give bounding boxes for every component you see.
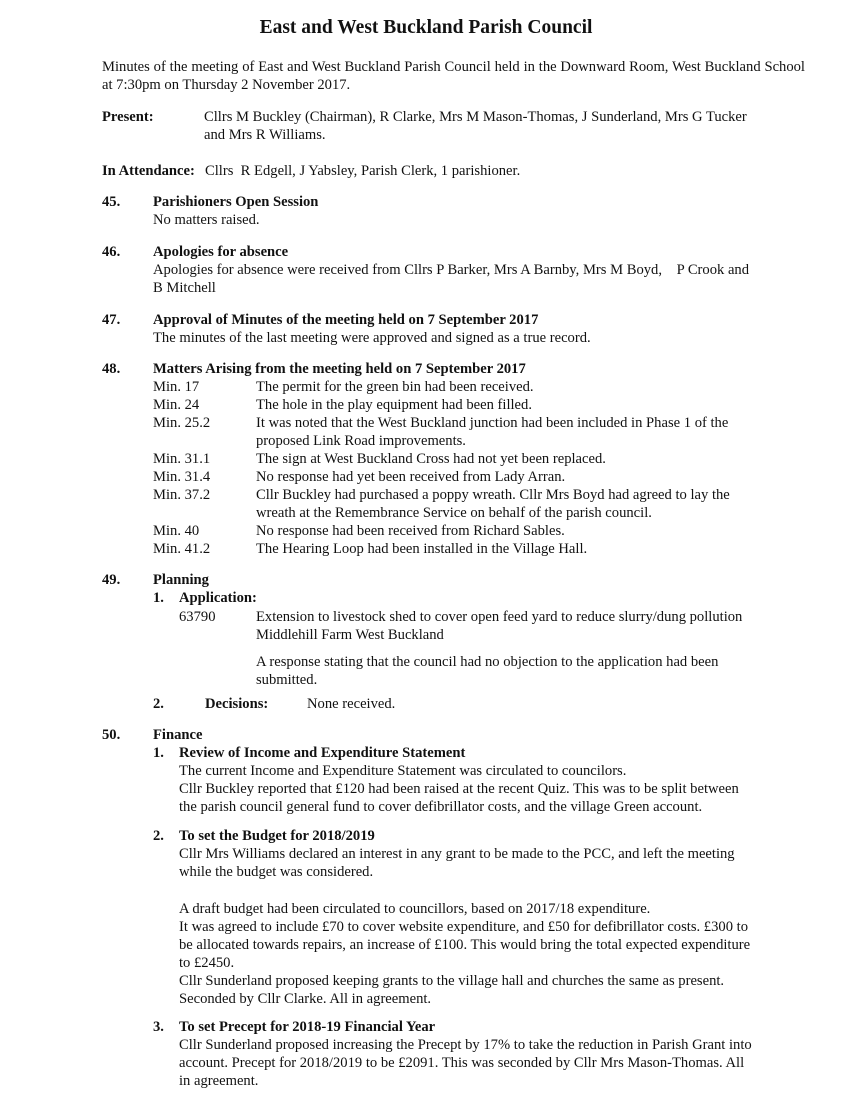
intro-paragraph: Minutes of the meeting of East and West Buckland Parish Council held in the Downward Room, West Buckland School at 7:30pm on Thursday 2 November 2017. — [102, 59, 805, 93]
present-line-2: and Mrs R Williams. — [204, 127, 326, 143]
finance-item-1-line-3: the parish council general fund to cover defibrillator costs, and the village Green account. — [179, 799, 703, 815]
finance-item-heading-3: To set Precept for 2018-19 Financial Year — [179, 1019, 436, 1035]
section-number-50: 50. — [102, 727, 121, 743]
attendance-label: In Attendance: — [102, 163, 195, 179]
minute-ref: Min. 40 — [153, 523, 200, 539]
minute-ref: Min. 41.2 — [153, 541, 211, 557]
minute-ref: Min. 31.1 — [153, 451, 211, 467]
minute-text: The permit for the green bin had been received. — [256, 379, 534, 395]
section-heading-45: Parishioners Open Session — [153, 194, 319, 210]
minute-ref: Min. 31.4 — [153, 469, 211, 485]
section-number-49: 49. — [102, 572, 121, 588]
minute-text: Cllr Buckley had purchased a poppy wreath. Cllr Mrs Boyd had agreed to lay the — [256, 487, 730, 503]
minute-text: No response had yet been received from Lady Arran. — [256, 469, 566, 485]
section-text-46-line-2: B Mitchell — [153, 280, 216, 296]
application-location: Middlehill Farm West Buckland — [256, 627, 444, 643]
minute-text: The hole in the play equipment had been filled. — [256, 397, 532, 413]
minute-ref: Min. 24 — [153, 397, 200, 413]
finance-item-heading-2: To set the Budget for 2018/2019 — [179, 828, 375, 844]
section-number-45: 45. — [102, 194, 121, 210]
finance-item-2-line-1: Cllr Mrs Williams declared an interest in any grant to be made to the PCC, and left the meeting — [179, 846, 735, 862]
present-line-1: Cllrs M Buckley (Chairman), R Clarke, Mrs M Mason-Thomas, J Sunderland, Mrs G Tucker — [204, 109, 747, 125]
finance-item-2-line-2: while the budget was considered. — [179, 864, 374, 880]
finance-item-1-line-1: The current Income and Expenditure Statement was circulated to councilors. — [179, 763, 627, 779]
section-heading-47: Approval of Minutes of the meeting held on 7 September 2017 — [153, 312, 539, 328]
document-title: East and West Buckland Parish Council — [259, 17, 593, 38]
minute-ref: Min. 25.2 — [153, 415, 211, 431]
section-text-47: The minutes of the last meeting were approved and signed as a true record. — [153, 330, 591, 346]
finance-item-3-line-1: Cllr Sunderland proposed increasing the Precept by 17% to take the reduction in Parish Grant into — [179, 1037, 752, 1053]
decisions-label: Decisions: — [205, 696, 269, 712]
section-text-45: No matters raised. — [153, 212, 260, 228]
minute-ref: Min. 37.2 — [153, 487, 211, 503]
section-text-46-line-1: Apologies for absence were received from Cllrs P Barker, Mrs A Barnby, Mrs M Boyd, P Crook and — [153, 262, 750, 278]
finance-item-1-line-2: Cllr Buckley reported that £120 had been raised at the recent Quiz. This was to be split between — [179, 781, 739, 797]
finance-item-2-line-6: to £2450. — [179, 955, 235, 971]
finance-item-2-line-7: Cllr Sunderland proposed keeping grants to the village hall and churches the same as present. — [179, 973, 725, 989]
present-label: Present: — [102, 109, 154, 125]
minute-text: The sign at West Buckland Cross had not yet been replaced. — [256, 451, 606, 467]
application-label: Application: — [179, 590, 257, 606]
section-heading-50: Finance — [153, 727, 203, 743]
finance-item-2-line-4: It was agreed to include £70 to cover website expenditure, and £50 for defibrillator costs. £300 to — [179, 919, 748, 935]
minute-text: No response had been received from Richard Sables. — [256, 523, 565, 539]
section-heading-49: Planning — [153, 572, 209, 588]
application-description: Extension to livestock shed to cover open feed yard to reduce slurry/dung pollution — [256, 609, 743, 625]
finance-item-number-3: 3. — [153, 1019, 164, 1035]
section-number-46: 46. — [102, 244, 121, 260]
minute-text: The Hearing Loop had been installed in the Village Hall. — [256, 541, 588, 557]
application-number: 1. — [153, 590, 164, 606]
minute-ref: Min. 17 — [153, 379, 200, 395]
finance-item-3-line-3: in agreement. — [179, 1073, 259, 1089]
section-number-48: 48. — [102, 361, 121, 377]
finance-item-heading-1: Review of Income and Expenditure Statement — [179, 745, 466, 761]
finance-item-2-line-3: A draft budget had been circulated to councillors, based on 2017/18 expenditure. — [179, 901, 651, 917]
finance-item-2-line-8: Seconded by Cllr Clarke. All in agreement. — [179, 991, 432, 1007]
decisions-text: None received. — [307, 696, 396, 712]
attendance-text: Cllrs R Edgell, J Yabsley, Parish Clerk, 1 parishioner. — [205, 163, 521, 179]
application-reference: 63790 — [179, 609, 216, 625]
section-heading-48: Matters Arising from the meeting held on 7 September 2017 — [153, 361, 526, 377]
finance-item-number-1: 1. — [153, 745, 164, 761]
application-response-line-2: submitted. — [256, 672, 318, 688]
application-response-line-1: A response stating that the council had no objection to the application had been — [256, 654, 719, 670]
section-heading-46: Apologies for absence — [153, 244, 289, 260]
decisions-number: 2. — [153, 696, 164, 712]
finance-item-2-line-5: be allocated towards repairs, an increase of £100. This would bring the total expected expenditure — [179, 937, 751, 953]
section-number-47: 47. — [102, 312, 121, 328]
minute-text-continued: proposed Link Road improvements. — [256, 433, 466, 449]
minute-text: It was noted that the West Buckland junction had been included in Phase 1 of the — [256, 415, 729, 431]
finance-item-number-2: 2. — [153, 828, 164, 844]
finance-item-3-line-2: account. Precept for 2018/2019 to be £2091. This was seconded by Cllr Mrs Mason-Thomas. All — [179, 1055, 745, 1071]
minute-text-continued: wreath at the Remembrance Service on behalf of the parish council. — [256, 505, 652, 521]
